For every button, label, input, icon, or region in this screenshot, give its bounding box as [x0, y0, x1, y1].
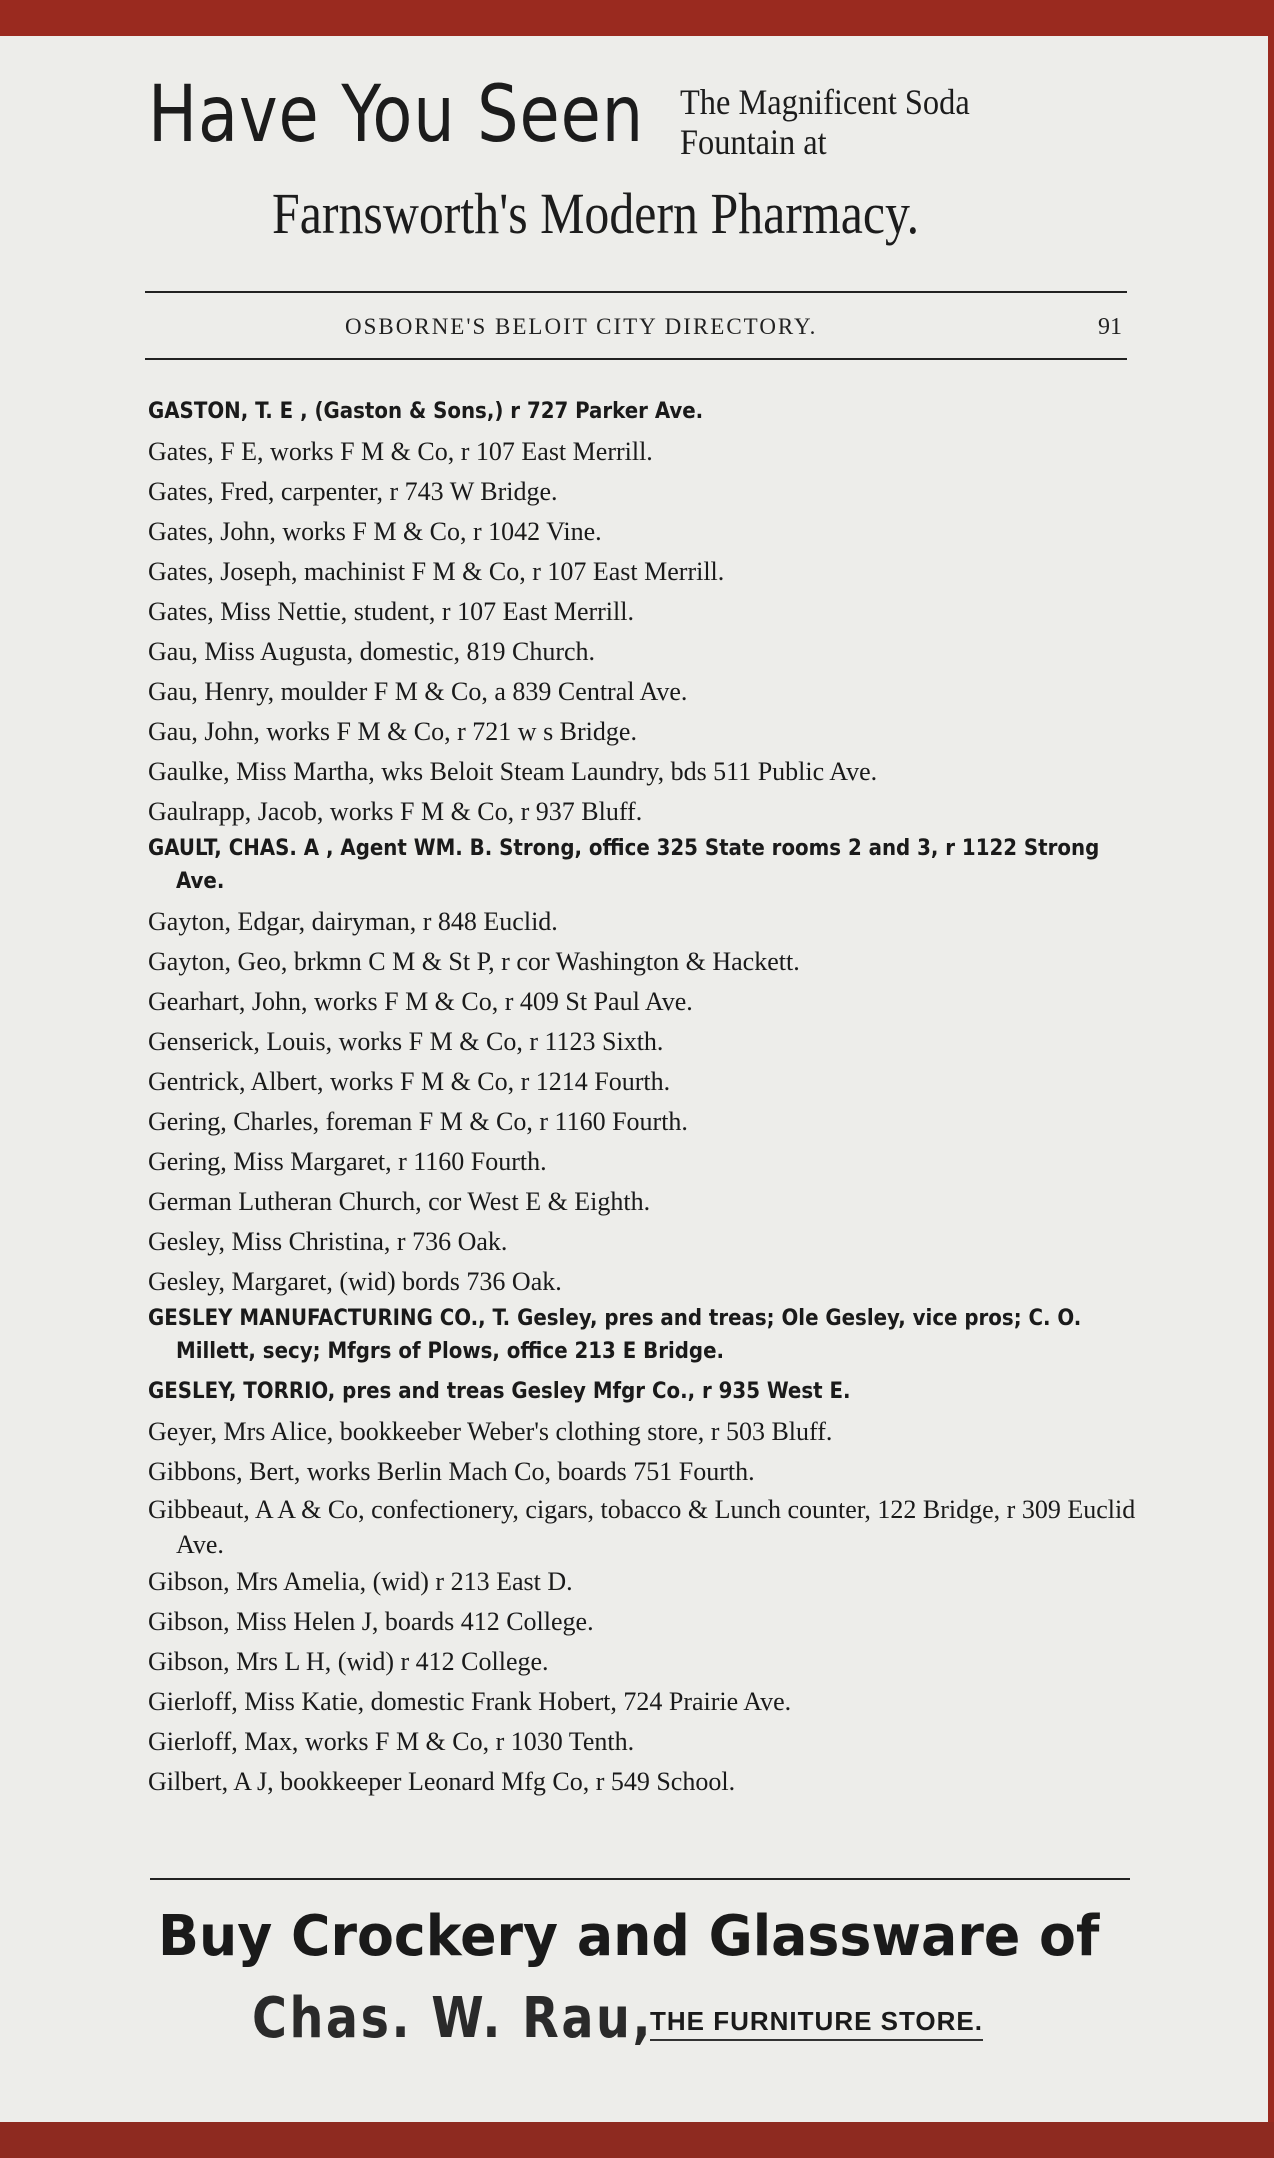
ad-merchant-name: Chas. W. Rau,	[252, 1986, 654, 2051]
top-divider	[145, 291, 1127, 293]
running-header: OSBORNE'S BELOIT CITY DIRECTORY.	[345, 314, 818, 339]
ad-pharmacy-name: Farnsworth's Modern Pharmacy.	[272, 181, 920, 246]
directory-entry: Gentrick, Albert, works F M & Co, r 1214 Fourth.	[148, 1067, 671, 1096]
directory-entry: Gaulrapp, Jacob, works F M & Co, r 937 Bluff.	[148, 797, 643, 826]
page-number: 91	[1098, 314, 1122, 340]
directory-entry: Geyer, Mrs Alice, bookkeeber Weber's clothing store, r 503 Bluff.	[148, 1417, 833, 1446]
directory-entry: Gierloff, Max, works F M & Co, r 1030 Tenth.	[148, 1727, 635, 1756]
directory-entry: Gearhart, John, works F M & Co, r 409 St Paul Ave.	[148, 987, 693, 1016]
directory-entry: Gierloff, Miss Katie, domestic Frank Hobert, 724 Prairie Ave.	[148, 1687, 792, 1716]
directory-entry: Gibson, Miss Helen J, boards 412 College.	[148, 1607, 594, 1636]
directory-entry: Gayton, Edgar, dairyman, r 848 Euclid.	[148, 907, 558, 936]
directory-entry: GESLEY, TORRIO, pres and treas Gesley Mfgr Co., r 935 West E.	[148, 1379, 851, 1404]
soda-fountain-advertisement	[148, 70, 1128, 286]
directory-entry: Gering, Charles, foreman F M & Co, r 1160 Fourth.	[148, 1107, 688, 1136]
ad-store-name: THE FURNITURE STORE.	[650, 2006, 983, 2041]
directory-page	[0, 36, 1268, 2122]
header-divider	[145, 358, 1127, 360]
directory-entry: Gilbert, A J, bookkeeper Leonard Mfg Co, r 549 School.	[148, 1767, 736, 1796]
directory-entries	[148, 392, 1138, 1802]
ad-side-line-2: Fountain at	[680, 122, 827, 162]
directory-entry: Gering, Miss Margaret, r 1160 Fourth.	[148, 1147, 547, 1176]
directory-entry: Gibbeaut, A A & Co, confectionery, cigars, tobacco & Lunch counter, 122 Bridge, r 309 Euclid Ave.	[148, 1495, 1136, 1559]
directory-entry: German Lutheran Church, cor West E & Eighth.	[148, 1187, 651, 1216]
directory-entry: Gates, F E, works F M & Co, r 107 East Merrill.	[148, 437, 653, 466]
directory-entry: Gesley, Margaret, (wid) bords 736 Oak.	[148, 1267, 562, 1296]
directory-entry: Gates, Joseph, machinist F M & Co, r 107 East Merrill.	[148, 557, 725, 586]
ad-side-line-1: The Magnificent Soda	[680, 82, 970, 122]
directory-entry: Gibbons, Bert, works Berlin Mach Co, boards 751 Fourth.	[148, 1457, 755, 1486]
book-edge	[0, 2122, 1274, 2158]
directory-entry: Gau, Henry, moulder F M & Co, a 839 Central Ave.	[148, 677, 688, 706]
directory-entry: Gibson, Mrs Amelia, (wid) r 213 East D.	[148, 1567, 573, 1596]
directory-entry: GAULT, CHAS. A , Agent WM. B. Strong, office 325 State rooms 2 and 3, r 1122 Strong Ave.	[148, 836, 1100, 894]
directory-entry: Gesley, Miss Christina, r 736 Oak.	[148, 1227, 508, 1256]
directory-entry: Gau, John, works F M & Co, r 721 w s Bridge.	[148, 717, 637, 746]
directory-entry: GESLEY MANUFACTURING CO., T. Gesley, pres and treas; Ole Gesley, vice pros; C. O. Millett, secy; Mfgrs of Plows, office 213 E Bridge.	[148, 1306, 1082, 1364]
directory-entry: GASTON, T. E , (Gaston & Sons,) r 727 Parker Ave.	[148, 399, 704, 424]
directory-entry: Gibson, Mrs L H, (wid) r 412 College.	[148, 1647, 549, 1676]
directory-entry: Gau, Miss Augusta, domestic, 819 Church.	[148, 637, 596, 666]
crockery-ad-line: Buy Crockery and Glassware of	[158, 1904, 1100, 1969]
directory-entry: Gaulke, Miss Martha, wks Beloit Steam Laundry, bds 511 Public Ave.	[148, 757, 878, 786]
directory-entry: Gates, Miss Nettie, student, r 107 East Merrill.	[148, 597, 634, 626]
directory-entry: Gayton, Geo, brkmn C M & St P, r cor Washington & Hackett.	[148, 947, 800, 976]
ad-side-text	[680, 82, 970, 162]
directory-entry: Gates, Fred, carpenter, r 743 W Bridge.	[148, 477, 558, 506]
ad-headline: Have You Seen	[148, 70, 645, 160]
directory-entry: Gates, John, works F M & Co, r 1042 Vine.	[148, 517, 602, 546]
bottom-divider	[150, 1878, 1130, 1880]
directory-entry: Genserick, Louis, works F M & Co, r 1123 Sixth.	[148, 1027, 664, 1056]
